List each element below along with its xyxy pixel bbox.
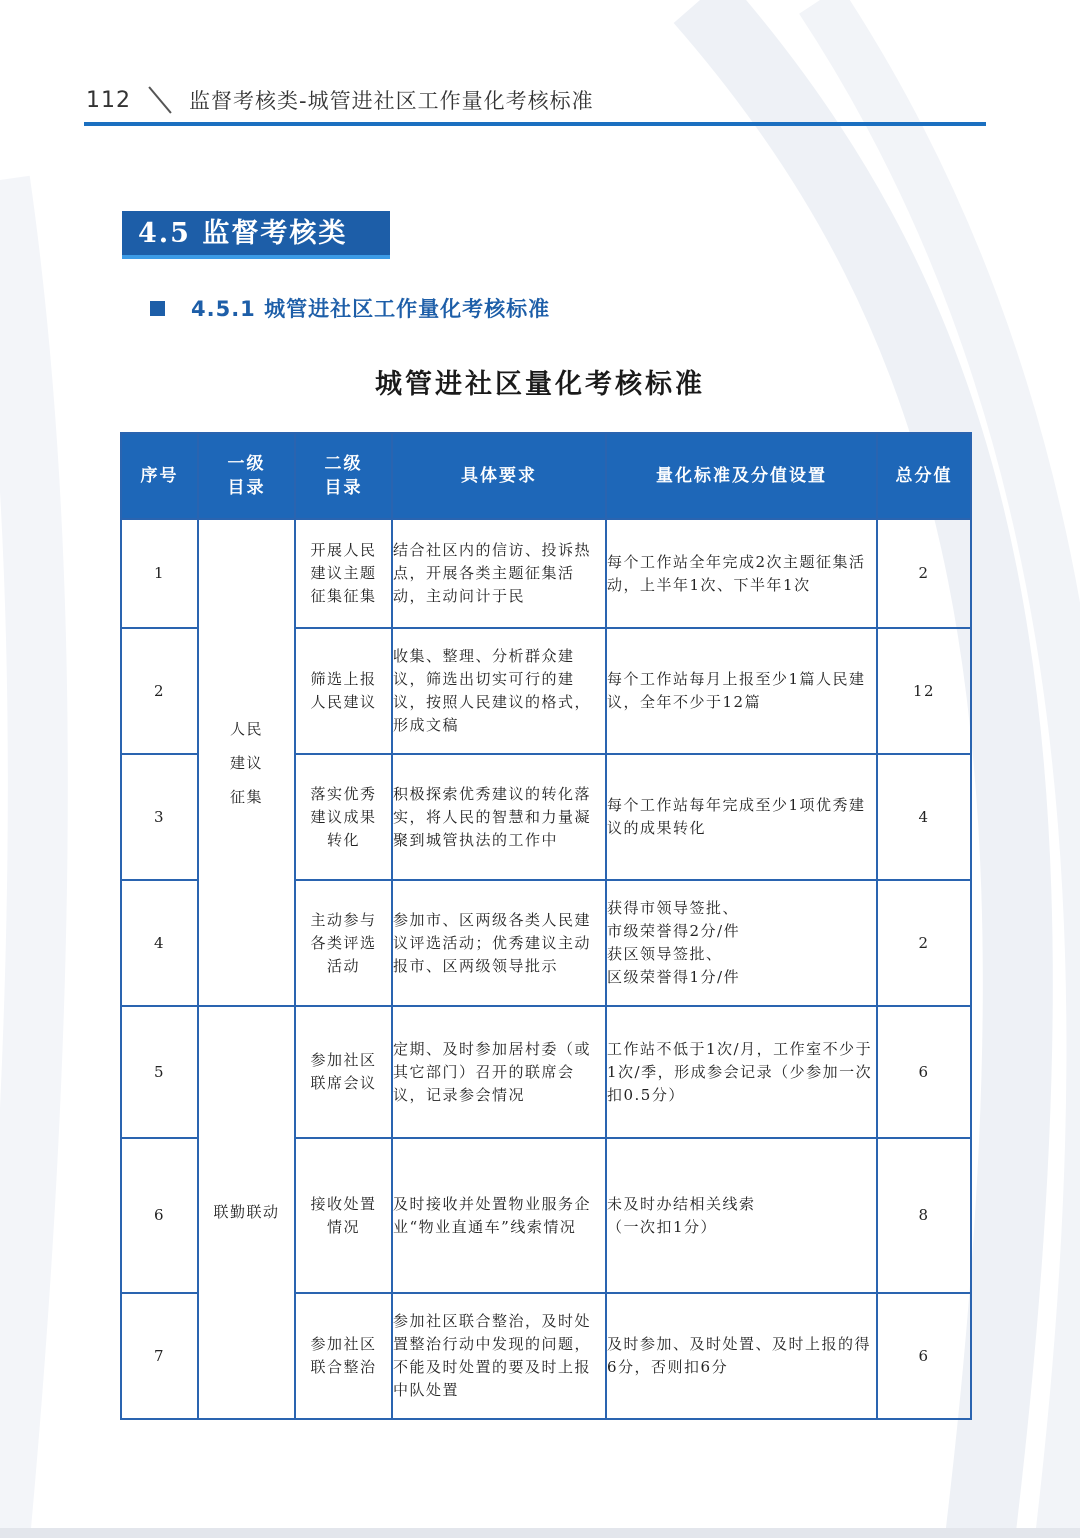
- standard-cell: 每个工作站每年完成至少1项优秀建议的成果转化: [606, 754, 877, 880]
- requirement-cell: 结合社区内的信访、投诉热点，开展各类主题征集活动，主动问计于民: [392, 519, 606, 628]
- level2-item: 参加社区 联席会议: [295, 1006, 392, 1138]
- level2-item: 主动参与 各类评选 活动: [295, 880, 392, 1006]
- subsection-title: 4.5.1 城管进社区工作量化考核标准: [191, 297, 551, 321]
- requirement-cell: 及时接收并处置物业服务企业“物业直通车”线索情况: [392, 1138, 606, 1293]
- level2-item: 落实优秀 建议成果 转化: [295, 754, 392, 880]
- group-label: 人民建议征集: [198, 519, 295, 1006]
- row-number: 4: [121, 880, 198, 1006]
- table-row: [121, 519, 971, 628]
- section-title-box: [122, 211, 390, 257]
- requirement-cell: 参加社区联合整治，及时处置整治行动中发现的问题，不能及时处置的要及时上报中队处置: [392, 1293, 606, 1419]
- subsection-heading: [150, 292, 550, 324]
- level2-item: 接收处置 情况: [295, 1138, 392, 1293]
- score-cell: 2: [877, 519, 971, 628]
- column-header-score: 总分值: [877, 433, 971, 519]
- column-header-level2: 二级目录: [295, 433, 392, 519]
- column-header-requirement: 具体要求: [392, 433, 606, 519]
- requirement-cell: 定期、及时参加居村委（或其它部门）召开的联席会议，记录参会情况: [392, 1006, 606, 1138]
- row-number: 3: [121, 754, 198, 880]
- standard-cell: 工作站不低于1次/月，工作室不少于1次/季，形成参会记录（少参加一次扣0.5分）: [606, 1006, 877, 1138]
- slash-divider-icon: [149, 85, 171, 115]
- criteria-table: [120, 432, 972, 1420]
- standard-cell: 获得市领导签批、 市级荣誉得2分/件 获区领导签批、 区级荣誉得1分/件: [606, 880, 877, 1006]
- table-header-row: [121, 433, 971, 519]
- score-cell: 2: [877, 880, 971, 1006]
- level2-item: 参加社区 联合整治: [295, 1293, 392, 1419]
- requirement-cell: 参加市、区两级各类人民建议评选活动；优秀建议主动报市、区两级领导批示: [392, 880, 606, 1006]
- running-title: 监督考核类-城管进社区工作量化考核标准: [189, 89, 594, 113]
- level2-item: 开展人民 建议主题 征集征集: [295, 519, 392, 628]
- group-label: 联勤联动: [198, 1006, 295, 1419]
- score-cell: 6: [877, 1293, 971, 1419]
- requirement-cell: 积极探索优秀建议的转化落实，将人民的智慧和力量凝聚到城管执法的工作中: [392, 754, 606, 880]
- document-title: 城管进社区量化考核标准: [375, 369, 705, 400]
- row-number: 7: [121, 1293, 198, 1419]
- score-cell: 6: [877, 1006, 971, 1138]
- header-rule: [84, 122, 986, 126]
- row-number: 2: [121, 628, 198, 754]
- level2-item: 筛选上报 人民建议: [295, 628, 392, 754]
- score-cell: 4: [877, 754, 971, 880]
- score-cell: 12: [877, 628, 971, 754]
- page-number: 112: [86, 87, 131, 113]
- table-row: [121, 1006, 971, 1138]
- standard-cell: 每个工作站每月上报至少1篇人民建议，全年不少于12篇: [606, 628, 877, 754]
- standard-cell: 每个工作站全年完成2次主题征集活动，上半年1次、下半年1次: [606, 519, 877, 628]
- score-cell: 8: [877, 1138, 971, 1293]
- column-header-no: 序号: [121, 433, 198, 519]
- row-number: 1: [121, 519, 198, 628]
- row-number: 6: [121, 1138, 198, 1293]
- running-header: [86, 80, 594, 120]
- section-title: 4.5 监督考核类: [138, 218, 348, 249]
- square-bullet-icon: [150, 301, 165, 316]
- column-header-standard: 量化标准及分值设置: [606, 433, 877, 519]
- column-header-level1: 一级目录: [198, 433, 295, 519]
- row-number: 5: [121, 1006, 198, 1138]
- standard-cell: 未及时办结相关线索 （一次扣1分）: [606, 1138, 877, 1293]
- requirement-cell: 收集、整理、分析群众建议，筛选出切实可行的建议，按照人民建议的格式，形成文稿: [392, 628, 606, 754]
- standard-cell: 及时参加、及时处置、及时上报的得6分，否则扣6分: [606, 1293, 877, 1419]
